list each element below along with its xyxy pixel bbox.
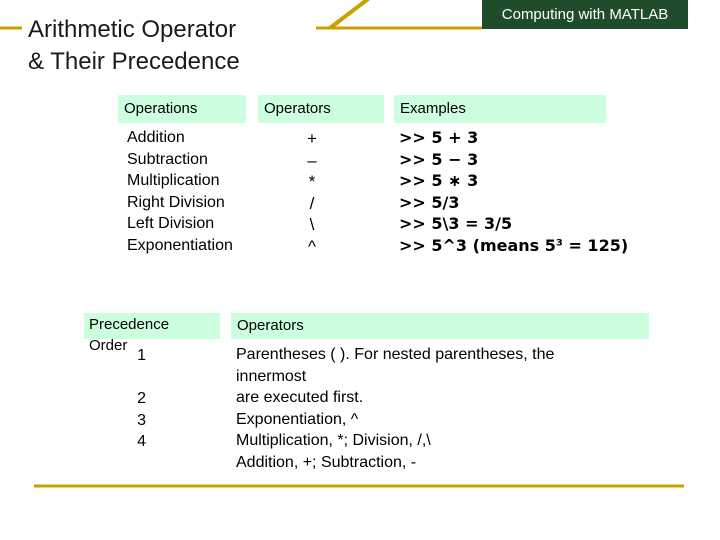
description-line: Addition, +; Subtraction, - (236, 453, 417, 471)
example-item: >> 5 + 3 (399, 128, 479, 147)
title-line-2: & Their Precedence (28, 48, 240, 75)
operator-symbol: ^ (308, 236, 316, 256)
example-item: >> 5 ∗ 3 (399, 171, 479, 190)
order-number: 4 (137, 433, 146, 450)
accent-slash (330, 0, 372, 28)
header-examples: Examples (394, 95, 606, 123)
operation-item: Exponentiation (127, 236, 233, 254)
order-number: 1 (137, 347, 146, 364)
operation-item: Addition (127, 129, 185, 146)
description-line: Exponentiation, ^ (236, 410, 359, 428)
operator-symbol: \ (309, 215, 315, 234)
description-line: innermost (236, 367, 307, 385)
operation-item: Subtraction (127, 150, 208, 168)
description-line: Parentheses ( ). For nested parentheses, the (236, 346, 555, 363)
example-item: >> 5/3 (399, 192, 460, 212)
order-number: 3 (137, 411, 146, 429)
examples-list (399, 127, 628, 256)
header-operations: Operations (118, 95, 246, 123)
operator-symbols-list (296, 128, 328, 257)
example-item: >> 5 − 3 (399, 149, 479, 169)
operations-list (127, 127, 233, 256)
brand-banner: Computing with MATLAB (482, 0, 688, 29)
operator-symbol: / (309, 193, 315, 213)
description-line: are executed first. (236, 389, 364, 406)
example-item: >> 5\3 = 3/5 (399, 214, 513, 233)
order-number (120, 367, 146, 389)
title-line-1: Arithmetic Operator (28, 16, 237, 43)
precedence-descriptions (236, 344, 554, 473)
operation-item: Left Division (127, 215, 215, 232)
operator-symbol: * (308, 172, 316, 191)
operation-item: Right Division (127, 193, 225, 211)
operation-item: Multiplication (127, 172, 220, 189)
page-title (28, 14, 240, 78)
order-number: 2 (137, 390, 146, 407)
operator-symbol: + (307, 129, 317, 148)
example-item: >> 5^3 (means 5³ = 125) (399, 235, 629, 255)
description-line: Multiplication, *; Division, /,\ (236, 432, 431, 449)
operator-symbol: – (307, 150, 317, 170)
header-operators: Operators (258, 95, 384, 123)
header-operators-precedence: Operators (231, 313, 649, 339)
header-precedence-label: Precedence Order (89, 316, 170, 354)
precedence-order-list (120, 345, 146, 453)
